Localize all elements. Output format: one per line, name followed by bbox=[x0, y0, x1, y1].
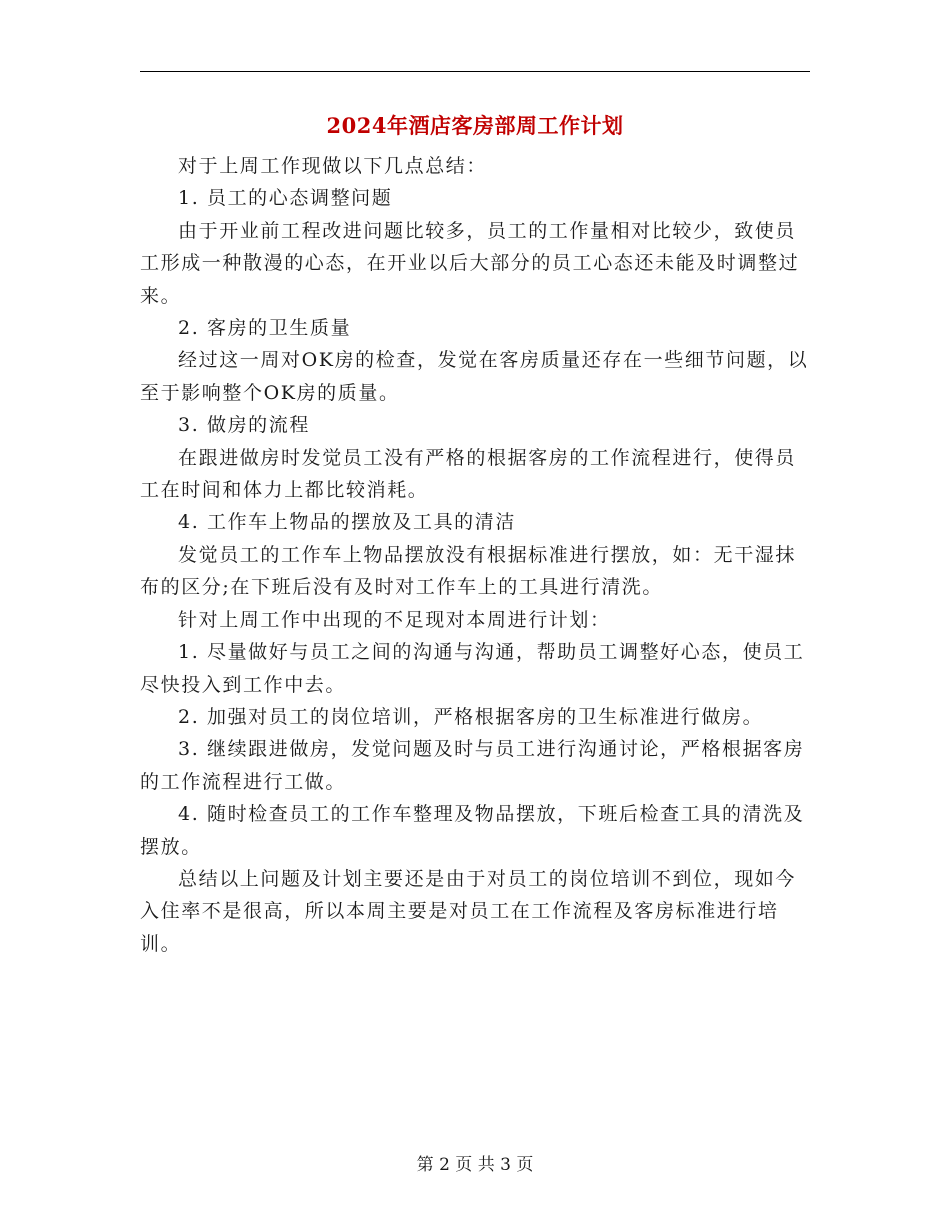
paragraph: 1. 尽量做好与员工之间的沟通与沟通，帮助员工调整好心态，使员工尽快投入到工作中去。 bbox=[140, 641, 805, 696]
paragraph: 4. 工作车上物品的摆放及工具的清洁 bbox=[178, 511, 516, 534]
paragraph: 1. 员工的心态调整问题 bbox=[178, 187, 393, 210]
page-footer: 第 2 页 共 3 页 bbox=[416, 1155, 534, 1175]
document-title: 2024年酒店客房部周工作计划 bbox=[326, 113, 624, 138]
paragraph: 在跟进做房时发觉员工没有严格的根据客房的工作流程进行，使得员工在时间和体力上都比较消耗。 bbox=[140, 446, 797, 502]
paragraph: 3. 继续跟进做房，发觉问题及时与员工进行沟通讨论，严格根据客房的工作流程进行工做。 bbox=[140, 738, 805, 793]
paragraph: 由于开业前工程改进问题比较多，员工的工作量相对比较少，致使员工形成一种散漫的心态，在开业以后大部分的员工心态还未能及时调整过来。 bbox=[140, 219, 800, 307]
paragraph: 发觉员工的工作车上物品摆放没有根据标准进行摆放，如：无干湿抹布的区分;在下班后没有及时对工作车上的工具进行清洗。 bbox=[140, 543, 797, 599]
header-rule bbox=[140, 71, 810, 72]
paragraph: 针对上周工作中出现的不足现对本周进行计划： bbox=[178, 608, 611, 631]
paragraph: 2. 客房的卫生质量 bbox=[178, 317, 352, 340]
paragraph: 2. 加强对员工的岗位培训，严格根据客房的卫生标准进行做房。 bbox=[178, 705, 764, 728]
paragraph: 总结以上问题及计划主要还是由于对员工的岗位培训不到位，现如今入住率不是很高，所以本周主要是对员工在工作流程及客房标准进行培训。 bbox=[140, 867, 797, 955]
paragraph: 经过这一周对OK房的检查，发觉在客房质量还存在一些细节问题，以至于影响整个OK房的质量。 bbox=[140, 349, 809, 404]
paragraph: 对于上周工作现做以下几点总结： bbox=[178, 155, 488, 177]
paragraph: 4. 随时检查员工的工作车整理及物品摆放，下班后检查工具的清洗及摆放。 bbox=[140, 803, 805, 858]
document-body bbox=[140, 150, 812, 960]
paragraph: 3. 做房的流程 bbox=[178, 414, 310, 437]
